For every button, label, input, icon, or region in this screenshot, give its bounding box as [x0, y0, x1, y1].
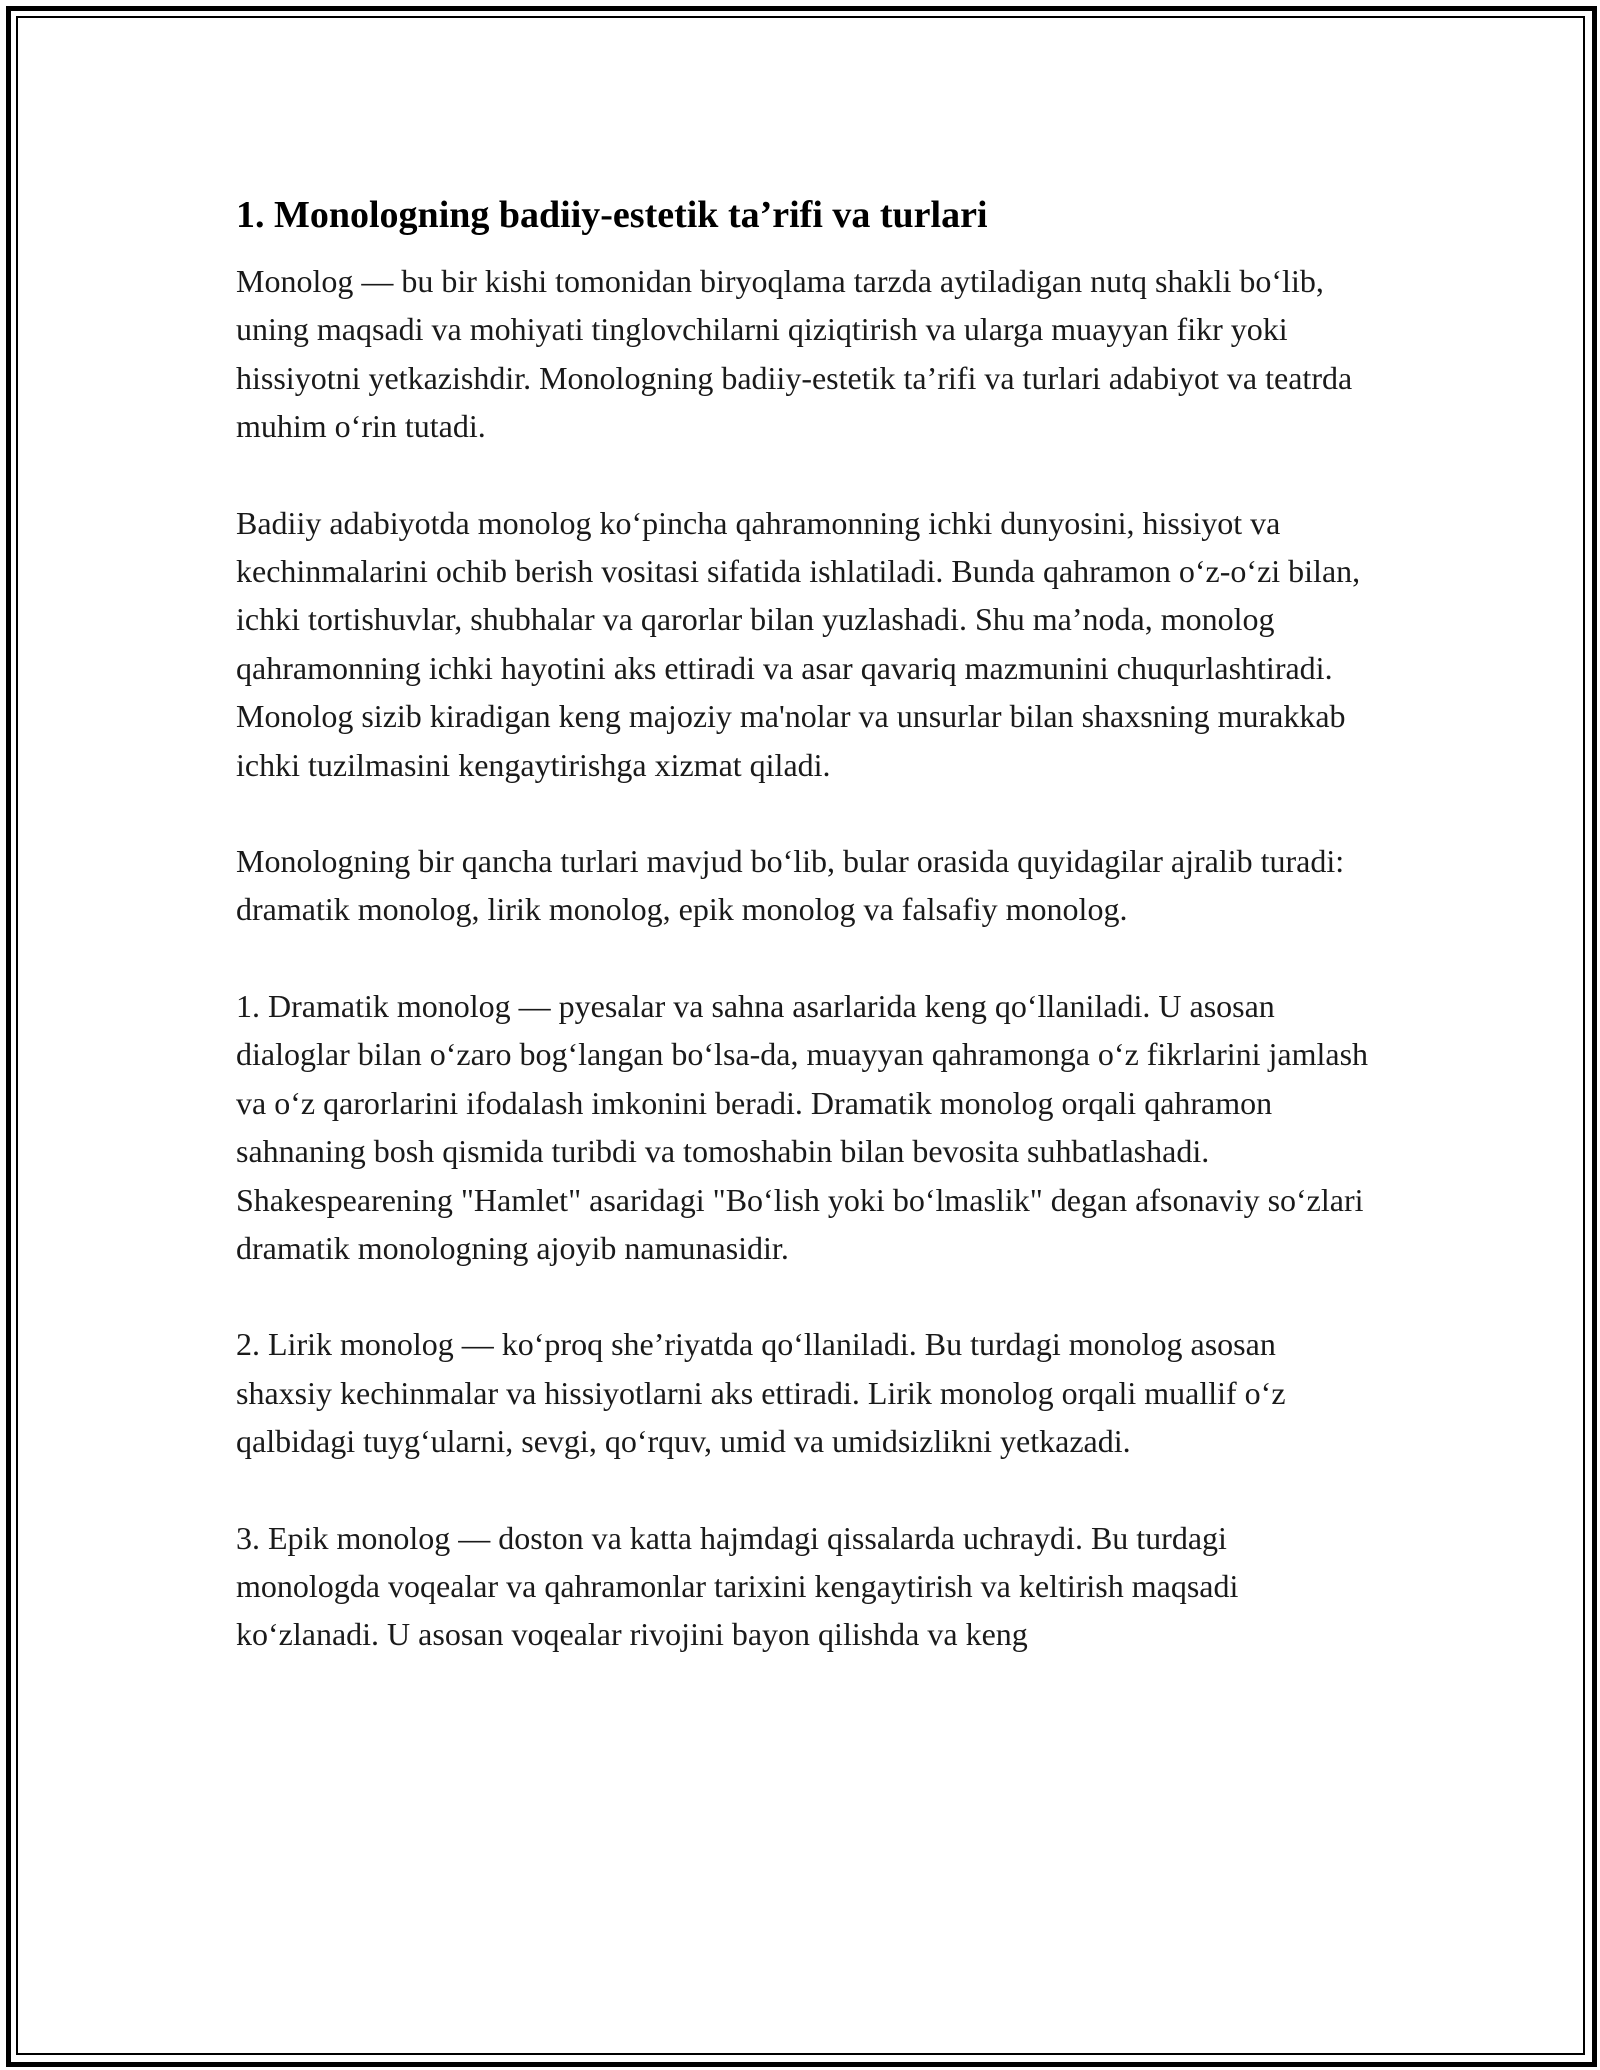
section-heading: 1. Monologning badiiy-estetik ta’rifi va turlari: [236, 194, 988, 236]
paragraph-epic-monolog: 3. Epik monolog — doston va katta hajmdagi qissalarda uchraydi. Bu turdagi monologda voqealar va qahramonlar tarixini kengaytirish va keltirish maqsadi ko‘zlanadi. U asosan voqealar rivojini bayon qilishda va keng: [236, 1519, 1239, 1653]
paragraph-monolog-types: Monologning bir qancha turlari mavjud bo‘lib, bular orasida quyidagilar ajralib turadi: dramatik monolog, lirik monolog, epik monolog va falsafiy monolog.: [236, 843, 1345, 928]
paragraph-lyric-monolog: 2. Lirik monolog — ko‘proq she’riyatda qo‘llaniladi. Bu turdagi monolog asosan shaxsiy kechinmalar va hissiyotlarni aks ettiradi. Lirik monolog orqali muallif o‘z qalbidagi tuyg‘ularni, sevgi, qo‘rquv, umid va umidsizlikni yetkazadi.: [236, 1326, 1286, 1460]
paragraph-monolog-in-literature: Badiiy adabiyotda monolog ko‘pincha qahramonning ichki dunyosini, hissiyot va kechinmalarini ochib berish vositasi sifatida ishlatiladi. Bunda qahramon o‘z-o‘zi bilan, ichki tortishuvlar, shubhalar va qarorlar bilan yuzlashadi. Shu ma’noda, monolog qahramonning ichki hayotini aks ettiradi va asar qavariq mazmunini chuqurlashtiradi. Monolog sizib kiradigan keng majoziy ma'nolar va unsurlar bilan shaxsning murakkab ichki tuzilmasini kengaytirishga xizmat qiladi.: [236, 504, 1361, 783]
paragraph-monolog-definition: Monolog — bu bir kishi tomonidan biryoqlama tarzda aytiladigan nutq shakli bo‘lib, uning maqsadi va mohiyati tinglovchilarni qiziqtirish va ularga muayyan fikr yoki hissiyotni yetkazishdir. Monologning badiiy-estetik ta’rifi va turlari adabiyot va teatrda muhim o‘rin tutadi.: [236, 263, 1353, 445]
document-body: [236, 186, 1376, 1659]
paragraph-dramatic-monolog: 1. Dramatik monolog — pyesalar va sahna asarlarida keng qo‘llaniladi. U asosan dialoglar bilan o‘zaro bog‘langan bo‘lsa-da, muayyan qahramonga o‘z fikrlarini jamlash va o‘z qarorlarini ifodalash imkonini beradi. Dramatik monolog orqali qahramon sahnaning bosh qismida turibdi va tomoshabin bilan bevosita suhbatlashadi. Shakespearening "Hamlet" asaridagi "Bo‘lish yoki bo‘lmaslik" degan afsonaviy so‘zlari dramatik monologning ajoyib namunasidir.: [236, 987, 1369, 1266]
